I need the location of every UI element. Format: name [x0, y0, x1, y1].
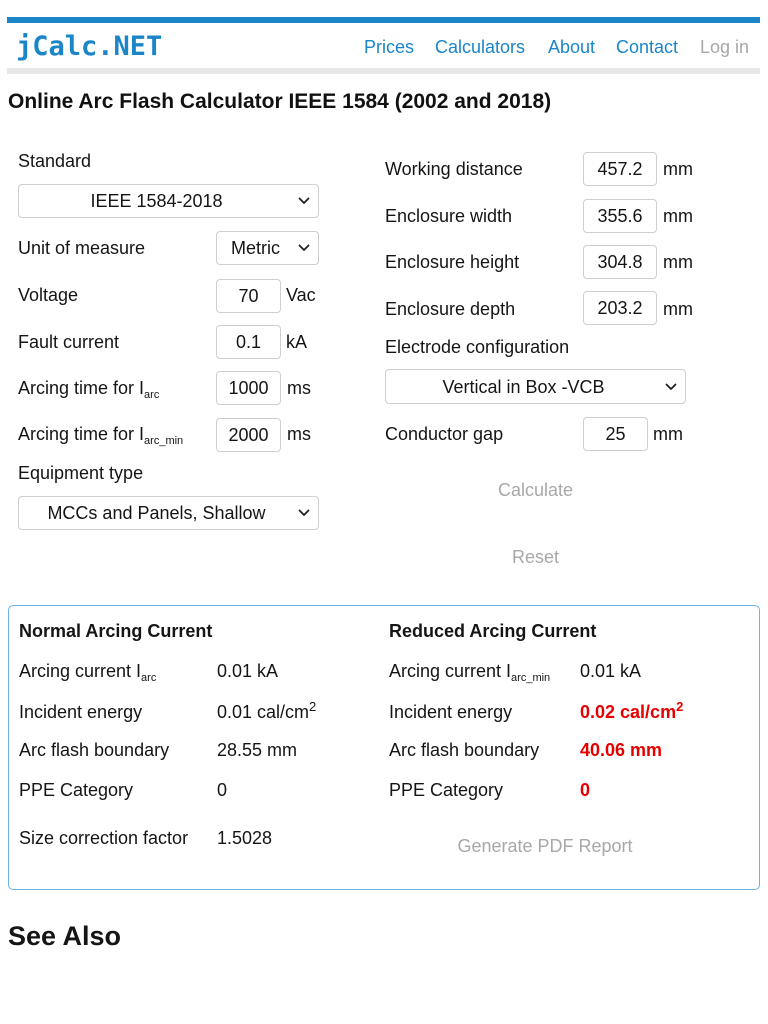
normal-arcing-heading: Normal Arcing Current: [19, 621, 213, 641]
arcing-time-label: [18, 377, 159, 399]
arcing-time-min-unit: ms: [287, 424, 311, 444]
equipment-type-select-value: MCCs and Panels, Shallow: [47, 503, 266, 523]
normal-incident-energy-label: Incident energy: [19, 702, 143, 722]
chevron-down-icon: [298, 509, 310, 517]
reduced-incident-energy-exponent: 2: [676, 699, 684, 714]
normal-arc-flash-boundary-label: Arc flash boundary: [19, 740, 170, 760]
standard-select-value: IEEE 1584-2018: [90, 191, 223, 211]
nav-about[interactable]: About: [548, 37, 596, 57]
reduced-arc-flash-boundary-value: 40.06 mm: [580, 740, 663, 760]
normal-arcing-current-label-text: Arcing current I: [19, 661, 142, 681]
reduced-arcing-heading: Reduced Arcing Current: [389, 621, 597, 641]
results-panel: [8, 605, 760, 890]
arcing-time-label-subscript: arc: [144, 389, 160, 401]
header-accent-bar: [7, 17, 760, 23]
calculate-button[interactable]: Calculate: [470, 475, 601, 505]
page-title: Online Arc Flash Calculator IEEE 1584 (2002 and 2018): [8, 90, 552, 113]
generate-pdf-report-button[interactable]: Generate PDF Report: [430, 831, 660, 861]
arcing-time-unit: ms: [287, 378, 311, 398]
working-distance-input[interactable]: [583, 152, 657, 186]
enclosure-depth-unit: mm: [663, 299, 693, 319]
see-also-heading: See Also: [8, 921, 122, 951]
nav-login[interactable]: Log in: [700, 37, 750, 57]
nav-calculators[interactable]: Calculators: [435, 37, 526, 57]
chevron-down-icon: [298, 197, 310, 205]
header-divider: [7, 68, 760, 74]
enclosure-height-unit: mm: [663, 252, 693, 272]
working-distance-unit: mm: [663, 159, 693, 179]
unit-of-measure-select-value: Metric: [231, 238, 280, 258]
normal-arcing-current-label: [19, 660, 156, 682]
conductor-gap-label: Conductor gap: [385, 424, 504, 444]
nav-contact[interactable]: Contact: [616, 37, 679, 57]
reduced-arcing-current-label-text: Arcing current I: [389, 661, 512, 681]
arcing-time-min-input[interactable]: [216, 418, 281, 452]
electrode-configuration-label: Electrode configuration: [385, 337, 570, 357]
fault-current-input[interactable]: [216, 325, 281, 359]
reduced-arcing-current-label-subscript: arc_min: [511, 672, 551, 684]
reduced-incident-energy-value-text: 0.02 cal/cm: [580, 702, 677, 722]
fault-current-label: Fault current: [18, 332, 120, 352]
electrode-configuration-select[interactable]: [385, 369, 686, 404]
normal-incident-energy-value-text: 0.01 cal/cm: [217, 702, 310, 722]
unit-of-measure-label: Unit of measure: [18, 238, 146, 258]
voltage-input[interactable]: [216, 279, 281, 313]
normal-ppe-category-label: PPE Category: [19, 780, 134, 800]
enclosure-depth-label: Enclosure depth: [385, 299, 516, 319]
reduced-incident-energy-value: [580, 701, 683, 723]
reduced-incident-energy-label: Incident energy: [389, 702, 513, 722]
enclosure-height-label: Enclosure height: [385, 252, 520, 272]
conductor-gap-unit: mm: [653, 424, 683, 444]
enclosure-width-label: Enclosure width: [385, 206, 513, 226]
electrode-configuration-select-value: Vertical in Box -VCB: [442, 376, 605, 397]
chevron-down-icon: [665, 383, 677, 391]
enclosure-depth-input[interactable]: [583, 291, 657, 325]
conductor-gap-input[interactable]: [583, 417, 648, 451]
size-correction-factor-value: 1.5028: [217, 828, 273, 848]
standard-label: Standard: [18, 151, 92, 171]
enclosure-height-input[interactable]: [583, 245, 657, 279]
nav-prices[interactable]: Prices: [364, 37, 415, 57]
reduced-arcing-current-label: [389, 660, 550, 682]
normal-arc-flash-boundary-value: 28.55 mm: [217, 740, 298, 760]
normal-ppe-category-value: 0: [217, 780, 228, 800]
arcing-time-label-text: Arcing time for I: [18, 378, 145, 398]
arcing-time-min-label-text: Arcing time for I: [18, 424, 145, 444]
reduced-arcing-current-value: 0.01 kA: [580, 661, 642, 681]
size-correction-factor-label: Size correction factor: [19, 828, 189, 848]
chevron-down-icon: [298, 244, 310, 252]
standard-select[interactable]: [18, 184, 319, 218]
reduced-arc-flash-boundary-label: Arc flash boundary: [389, 740, 540, 760]
voltage-unit: Vac: [286, 285, 316, 305]
arcing-time-input[interactable]: [216, 371, 281, 405]
working-distance-label: Working distance: [385, 159, 523, 179]
unit-of-measure-select[interactable]: [216, 231, 319, 265]
normal-incident-energy-value: [217, 701, 316, 723]
reset-button[interactable]: Reset: [470, 542, 601, 572]
normal-arcing-current-label-subscript: arc: [141, 672, 157, 684]
arcing-time-min-label-subscript: arc_min: [144, 435, 184, 447]
fault-current-unit: kA: [286, 332, 308, 352]
normal-arcing-current-value: 0.01 kA: [217, 661, 279, 681]
site-logo[interactable]: jCalc.NET: [16, 31, 163, 62]
equipment-type-select[interactable]: [18, 496, 319, 530]
reduced-ppe-category-value: 0: [580, 780, 591, 800]
reduced-ppe-category-label: PPE Category: [389, 780, 504, 800]
enclosure-width-input[interactable]: [583, 199, 657, 233]
arcing-time-min-label: [18, 423, 183, 445]
enclosure-width-unit: mm: [663, 206, 693, 226]
normal-incident-energy-exponent: 2: [309, 699, 317, 714]
voltage-label: Voltage: [18, 285, 79, 305]
equipment-type-label: Equipment type: [18, 463, 144, 483]
